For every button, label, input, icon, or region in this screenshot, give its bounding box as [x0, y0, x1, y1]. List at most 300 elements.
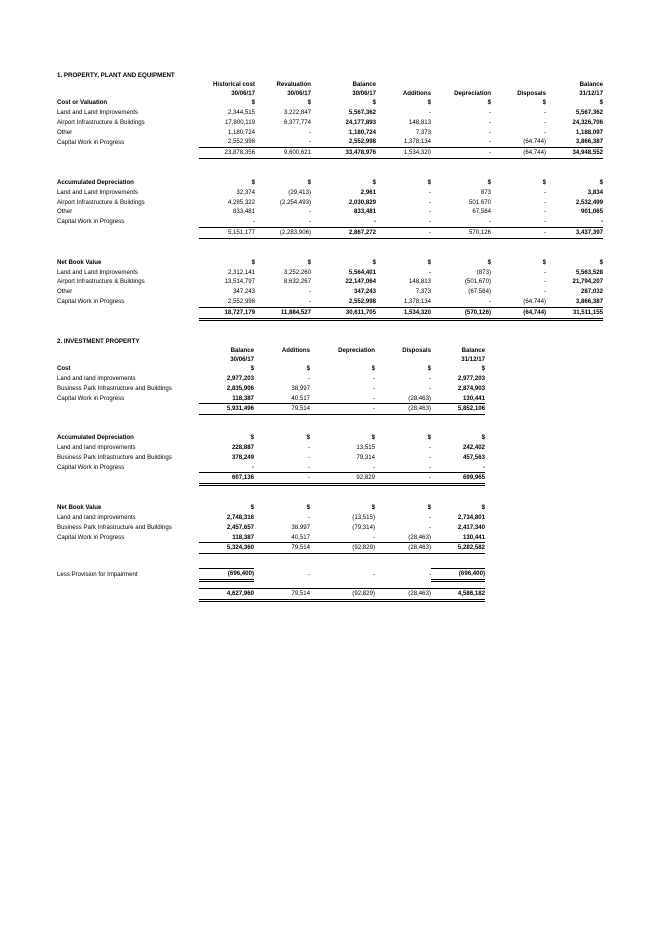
value-cell: -	[372, 384, 375, 392]
currency-cell: $	[599, 99, 603, 107]
value-cell: 79,314	[356, 453, 375, 461]
currency-cell: $	[487, 258, 491, 266]
total-cell: 11,884,527	[255, 307, 311, 319]
value-cell: -	[307, 374, 310, 382]
value-cell: -	[428, 198, 431, 206]
table-row	[57, 198, 603, 208]
total-cell: 1,534,320	[376, 307, 431, 319]
value-cell: 2,030,829	[348, 198, 376, 206]
row-label: Airport Infrastructure & Buildings	[57, 118, 145, 126]
currency-cell: $	[427, 99, 431, 107]
value-cell: 1,378,134	[403, 138, 431, 146]
value-cell: (28,463)	[408, 394, 431, 402]
value-cell: 1,180,724	[227, 128, 255, 136]
value-cell: -	[428, 188, 431, 196]
value-cell: -	[372, 463, 375, 471]
block-heading-row	[57, 433, 485, 443]
value-cell: 242,402	[462, 443, 485, 451]
value-cell: -	[543, 198, 546, 206]
value-cell: -	[488, 118, 491, 126]
table-row	[57, 513, 485, 523]
value-cell: -	[308, 297, 311, 305]
currency-cell: $	[307, 258, 311, 266]
currency-cell: $	[542, 178, 546, 186]
row-label: Capital Work in Progress	[57, 463, 125, 471]
total-cell: (28,463)	[375, 588, 431, 600]
value-cell: 457,563	[462, 453, 485, 461]
value-cell: 38,997	[291, 523, 310, 531]
value-cell: -	[307, 463, 310, 471]
value-cell: 3,866,387	[575, 297, 603, 305]
total-cell: 5,324,360	[199, 543, 254, 554]
value-cell: 501,670	[468, 198, 491, 206]
value-cell: -	[251, 463, 254, 471]
col-date: 31/12/17	[579, 89, 603, 97]
currency-cell: $	[250, 365, 254, 373]
value-cell: 3,222,847	[283, 108, 311, 116]
value-cell: 1,188,097	[575, 128, 603, 136]
row-label: Capital Work in Progress	[57, 138, 125, 146]
total-cell: (28,463)	[375, 543, 431, 554]
currency-cell: $	[372, 99, 376, 107]
col-header: Revaluation	[276, 81, 311, 88]
value-cell: 4,285,322	[227, 198, 255, 206]
currency-cell: $	[372, 258, 376, 266]
value-cell: (696,400)	[199, 569, 254, 581]
value-cell: 13,514,797	[224, 278, 255, 286]
value-cell: -	[308, 128, 311, 136]
investment-section	[57, 347, 485, 602]
value-cell: -	[372, 394, 375, 402]
table-row	[57, 128, 603, 138]
row-label: Capital Work in Progress	[57, 533, 125, 541]
currency-cell: $	[306, 365, 310, 373]
total-row	[57, 543, 485, 554]
currency-cell: $	[542, 258, 546, 266]
col-header: Depreciation	[454, 89, 491, 97]
value-cell: 2,977,203	[226, 374, 254, 382]
ppe-section-title: 1. PROPERTY, PLANT AND EQUIPMENT	[57, 72, 175, 79]
value-cell: 5,564,401	[348, 268, 376, 276]
currency-cell: $	[542, 99, 546, 107]
currency-cell: $	[250, 504, 254, 512]
value-cell: (67,584)	[468, 288, 491, 296]
total-cell: (64,744)	[491, 148, 546, 159]
currency-cell: $	[371, 365, 375, 373]
col-date: 30/06/17	[231, 89, 255, 97]
value-cell: 2,312,141	[227, 268, 255, 276]
table-row	[57, 394, 485, 404]
value-cell: 7,373	[415, 288, 431, 296]
col-date: 31/12/17	[461, 355, 485, 363]
col-header: Additions	[402, 89, 431, 97]
currency-cell: $	[371, 434, 375, 442]
value-cell: -	[543, 218, 546, 226]
table-row	[57, 118, 603, 128]
value-cell: -	[543, 288, 546, 296]
value-cell: 287,032	[580, 288, 603, 296]
value-cell: (79,314)	[352, 523, 375, 531]
value-cell: (28,463)	[408, 533, 431, 541]
total-cell: 79,514	[254, 404, 310, 415]
value-cell: -	[543, 268, 546, 276]
value-cell: 3,866,387	[575, 138, 603, 146]
value-cell: 3,252,260	[283, 268, 311, 276]
value-cell: 3,834	[587, 188, 603, 196]
value-cell: 24,177,893	[345, 118, 376, 126]
col-date: 30/06/17	[352, 89, 376, 97]
table-row	[57, 374, 485, 384]
block-heading-row	[57, 258, 603, 268]
table-row	[57, 523, 485, 533]
value-cell: 130,441	[462, 394, 485, 402]
value-cell: 17,800,119	[224, 118, 255, 126]
value-cell: -	[373, 218, 376, 226]
value-cell: -	[428, 218, 431, 226]
value-cell: 8,632,267	[283, 278, 311, 286]
total-cell: 79,514	[254, 543, 310, 554]
currency-cell: $	[251, 99, 255, 107]
value-cell: 67,584	[472, 208, 491, 216]
currency-cell: $	[599, 258, 603, 266]
value-cell: -	[428, 570, 431, 578]
impairment-row	[57, 569, 485, 581]
row-label: Business Park Infrastructure and Buildings	[57, 453, 172, 461]
ppe-section	[57, 81, 603, 321]
total-cell: (64,744)	[491, 307, 546, 319]
value-cell: 21,794,207	[572, 278, 603, 286]
value-cell: 7,373	[415, 128, 431, 136]
value-cell: 833,481	[232, 208, 255, 216]
investment-section-title: 2. INVESTMENT PROPERTY	[57, 338, 140, 345]
currency-cell: $	[427, 178, 431, 186]
value-cell: -	[428, 374, 431, 382]
table-row	[57, 384, 485, 394]
col-header: Depreciation	[338, 347, 375, 354]
row-label: Capital Work in Progress	[57, 298, 125, 306]
row-label: Business Park Infrastructure and Buildings	[57, 384, 172, 392]
value-cell: -	[428, 513, 431, 521]
value-cell: -	[307, 570, 310, 578]
total-row	[57, 227, 603, 238]
ppe-header-row	[57, 81, 603, 98]
table-row	[57, 137, 603, 147]
total-cell: 1,534,320	[376, 148, 431, 159]
total-cell: -	[310, 404, 375, 415]
total-cell: 5,931,496	[199, 404, 254, 415]
value-cell: -	[488, 128, 491, 136]
col-header: Additions	[281, 347, 310, 354]
value-cell: 5,567,362	[348, 108, 376, 116]
total-cell: 2,867,272	[311, 227, 376, 238]
value-cell: -	[307, 513, 310, 521]
value-cell: 378,249	[231, 453, 254, 461]
total-cell: -	[491, 227, 546, 238]
total-row	[57, 404, 485, 415]
row-label: Land and land improvements	[57, 513, 136, 521]
currency-cell: $	[481, 504, 485, 512]
currency-cell: $	[427, 434, 431, 442]
value-cell: 13,515	[356, 443, 375, 451]
col-header: Balance	[579, 81, 603, 88]
value-cell: 148,813	[408, 278, 431, 286]
value-cell: 40,517	[291, 533, 310, 541]
total-cell: 699,965	[431, 473, 485, 485]
table-row	[57, 533, 485, 543]
currency-cell: $	[487, 99, 491, 107]
block-heading: Accumulated Depreciation	[57, 178, 134, 186]
value-cell: 347,243	[353, 288, 376, 296]
value-cell: 2,552,998	[227, 297, 255, 305]
value-cell: (64,744)	[523, 297, 546, 305]
currency-cell: $	[306, 504, 310, 512]
value-cell: -	[488, 297, 491, 305]
currency-cell: $	[487, 178, 491, 186]
row-label: Capital Work in Progress	[57, 218, 125, 226]
row-label: Less Provision for Impairment	[57, 570, 138, 578]
currency-cell: $	[251, 258, 255, 266]
total-cell: 18,727,179	[199, 307, 255, 319]
value-cell: 2,977,203	[457, 374, 485, 382]
col-header: Balance	[461, 347, 485, 354]
value-cell: 38,997	[291, 384, 310, 392]
value-cell: (501,670)	[464, 278, 491, 286]
value-cell: 2,748,316	[226, 513, 254, 521]
total-cell: -	[376, 227, 431, 238]
col-date: 30/06/17	[287, 89, 311, 97]
value-cell: -	[543, 278, 546, 286]
value-cell: 118,387	[232, 533, 254, 541]
value-cell: -	[428, 523, 431, 531]
final-total-row	[57, 588, 485, 600]
total-cell: (2,283,906)	[255, 227, 311, 238]
table-row	[57, 188, 603, 198]
row-label: Airport Infrastructure & Buildings	[57, 198, 145, 206]
currency-cell: $	[481, 365, 485, 373]
currency-cell: $	[372, 178, 376, 186]
block-heading: Net Book Value	[57, 504, 102, 512]
value-cell: 901,065	[580, 208, 603, 216]
value-cell: 873	[480, 188, 491, 196]
total-cell: 570,126	[431, 227, 491, 238]
block-heading-row	[57, 178, 603, 188]
row-label: Land and Land Improvements	[57, 108, 138, 116]
col-header: Balance	[352, 81, 376, 88]
value-cell: -	[308, 208, 311, 216]
value-cell: -	[428, 453, 431, 461]
value-cell: (29,413)	[288, 188, 311, 196]
value-cell: 2,874,903	[457, 384, 485, 392]
currency-cell: $	[251, 178, 255, 186]
col-header: Disposals	[402, 347, 431, 354]
row-label: Land and Land Improvements	[57, 188, 138, 196]
value-cell: -	[488, 218, 491, 226]
ppe-table	[57, 81, 603, 321]
value-cell: -	[488, 108, 491, 116]
table-row	[57, 268, 603, 278]
total-cell: 23,878,356	[199, 148, 255, 159]
total-row	[57, 473, 485, 485]
value-cell: 118,387	[232, 394, 254, 402]
value-cell: -	[372, 374, 375, 382]
value-cell: 1,180,724	[348, 128, 376, 136]
table-row	[57, 443, 485, 453]
value-cell: 148,813	[408, 118, 431, 126]
value-cell: 40,517	[291, 394, 310, 402]
row-label: Capital Work in Progress	[57, 394, 125, 402]
value-cell: 2,961	[360, 188, 376, 196]
table-row	[57, 453, 485, 463]
value-cell: 32,374	[236, 188, 255, 196]
col-header: Disposals	[517, 89, 546, 97]
value-cell: (13,515)	[352, 513, 375, 521]
value-cell: -	[308, 218, 311, 226]
value-cell: -	[543, 188, 546, 196]
total-cell: -	[375, 473, 431, 485]
block-heading-row	[57, 503, 485, 513]
table-row	[57, 277, 603, 287]
table-row	[57, 207, 603, 217]
currency-cell: $	[371, 504, 375, 512]
table-row	[57, 287, 603, 297]
value-cell: -	[372, 533, 375, 541]
col-date: 30/06/17	[230, 355, 254, 363]
value-cell: 228,887	[231, 443, 254, 451]
total-cell: 31,511,155	[546, 307, 603, 319]
value-cell: 2,417,340	[457, 523, 485, 531]
value-cell: -	[307, 443, 310, 451]
currency-cell: $	[306, 434, 310, 442]
value-cell: -	[600, 218, 603, 226]
row-label: Other	[57, 128, 73, 136]
currency-cell: $	[427, 504, 431, 512]
value-cell: 24,326,706	[572, 118, 603, 126]
total-cell: 4,586,182	[431, 588, 485, 600]
total-cell: (28,463)	[375, 404, 431, 415]
value-cell: -	[428, 384, 431, 392]
value-cell: 2,734,801	[457, 513, 485, 521]
total-cell: 607,136	[199, 473, 254, 485]
value-cell: (64,744)	[523, 138, 546, 146]
value-cell: 2,552,998	[348, 297, 376, 305]
total-cell: (570,126)	[431, 307, 491, 319]
row-label: Airport Infrastructure & Buildings	[57, 278, 145, 286]
total-cell: 3,437,397	[546, 227, 603, 238]
value-cell: (2,254,493)	[279, 198, 311, 206]
row-label: Land and land improvements	[57, 443, 136, 451]
currency-cell: $	[481, 434, 485, 442]
currency-cell: $	[427, 258, 431, 266]
total-cell: 9,600,621	[255, 148, 311, 159]
value-cell: -	[428, 463, 431, 471]
total-cell: 30,611,705	[311, 307, 376, 319]
total-cell: 5,282,582	[431, 543, 485, 554]
block-heading: Cost or Valuation	[57, 99, 108, 107]
row-label: Other	[57, 288, 73, 296]
currency-cell: $	[307, 178, 311, 186]
block-heading: Cost	[57, 365, 71, 373]
value-cell: -	[428, 108, 431, 116]
currency-cell: $	[250, 434, 254, 442]
value-cell: -	[543, 118, 546, 126]
value-cell: 130,441	[462, 533, 485, 541]
block-heading: Net Book Value	[57, 258, 102, 266]
value-cell: 1,378,134	[403, 297, 431, 305]
total-cell: 33,478,976	[311, 148, 376, 159]
value-cell: -	[482, 463, 485, 471]
row-label: Land and land improvements	[57, 374, 136, 382]
total-row	[57, 148, 603, 159]
block-heading: Accumulated Depreciation	[57, 434, 134, 442]
value-cell: -	[428, 208, 431, 216]
total-cell: 5,151,177	[199, 227, 255, 238]
value-cell: -	[488, 138, 491, 146]
value-cell: (696,400)	[431, 569, 485, 581]
table-row	[57, 297, 603, 307]
value-cell: -	[307, 453, 310, 461]
row-label: Business Park Infrastructure and Buildings	[57, 523, 172, 531]
block-heading-row	[57, 98, 603, 108]
total-cell: 79,514	[254, 588, 310, 600]
value-cell: -	[308, 138, 311, 146]
value-cell: -	[308, 288, 311, 296]
currency-cell: $	[307, 99, 311, 107]
value-cell: -	[252, 218, 255, 226]
total-cell: 4,627,960	[199, 588, 254, 600]
block-heading-row	[57, 364, 485, 374]
value-cell: -	[428, 268, 431, 276]
col-header: Balance	[230, 347, 254, 354]
value-cell: 2,835,906	[226, 384, 254, 392]
total-cell: (92,829)	[310, 588, 375, 600]
value-cell: 6,377,774	[283, 118, 311, 126]
table-row	[57, 108, 603, 118]
row-label: Other	[57, 208, 73, 216]
value-cell: 5,563,528	[575, 268, 603, 276]
value-cell: 347,243	[232, 288, 255, 296]
total-cell: 5,852,106	[431, 404, 485, 415]
value-cell: -	[428, 443, 431, 451]
currency-cell: $	[599, 178, 603, 186]
value-cell: 2,344,515	[227, 108, 255, 116]
table-row	[57, 217, 603, 227]
total-cell: 34,948,552	[546, 148, 603, 159]
value-cell: 833,481	[353, 208, 376, 216]
currency-cell: $	[427, 365, 431, 373]
value-cell: 5,567,362	[575, 108, 603, 116]
value-cell: -	[543, 108, 546, 116]
row-label: Land and Land Improvements	[57, 268, 138, 276]
value-cell: 2,552,998	[227, 138, 255, 146]
value-cell: -	[372, 570, 375, 578]
total-cell: -	[254, 473, 310, 485]
investment-table	[57, 347, 485, 602]
total-cell: -	[431, 148, 491, 159]
value-cell: -	[543, 128, 546, 136]
total-cell: 92,829	[310, 473, 375, 485]
value-cell: 2,552,998	[348, 138, 376, 146]
value-cell: 2,532,499	[575, 198, 603, 206]
investment-header-row	[57, 347, 485, 364]
value-cell: 22,147,064	[345, 278, 376, 286]
table-row	[57, 463, 485, 473]
total-cell: (92,829)	[310, 543, 375, 554]
value-cell: -	[543, 208, 546, 216]
total-row	[57, 307, 603, 319]
value-cell: 2,457,657	[226, 523, 254, 531]
col-header: Historical cost	[213, 81, 255, 88]
value-cell: (873)	[476, 268, 491, 276]
